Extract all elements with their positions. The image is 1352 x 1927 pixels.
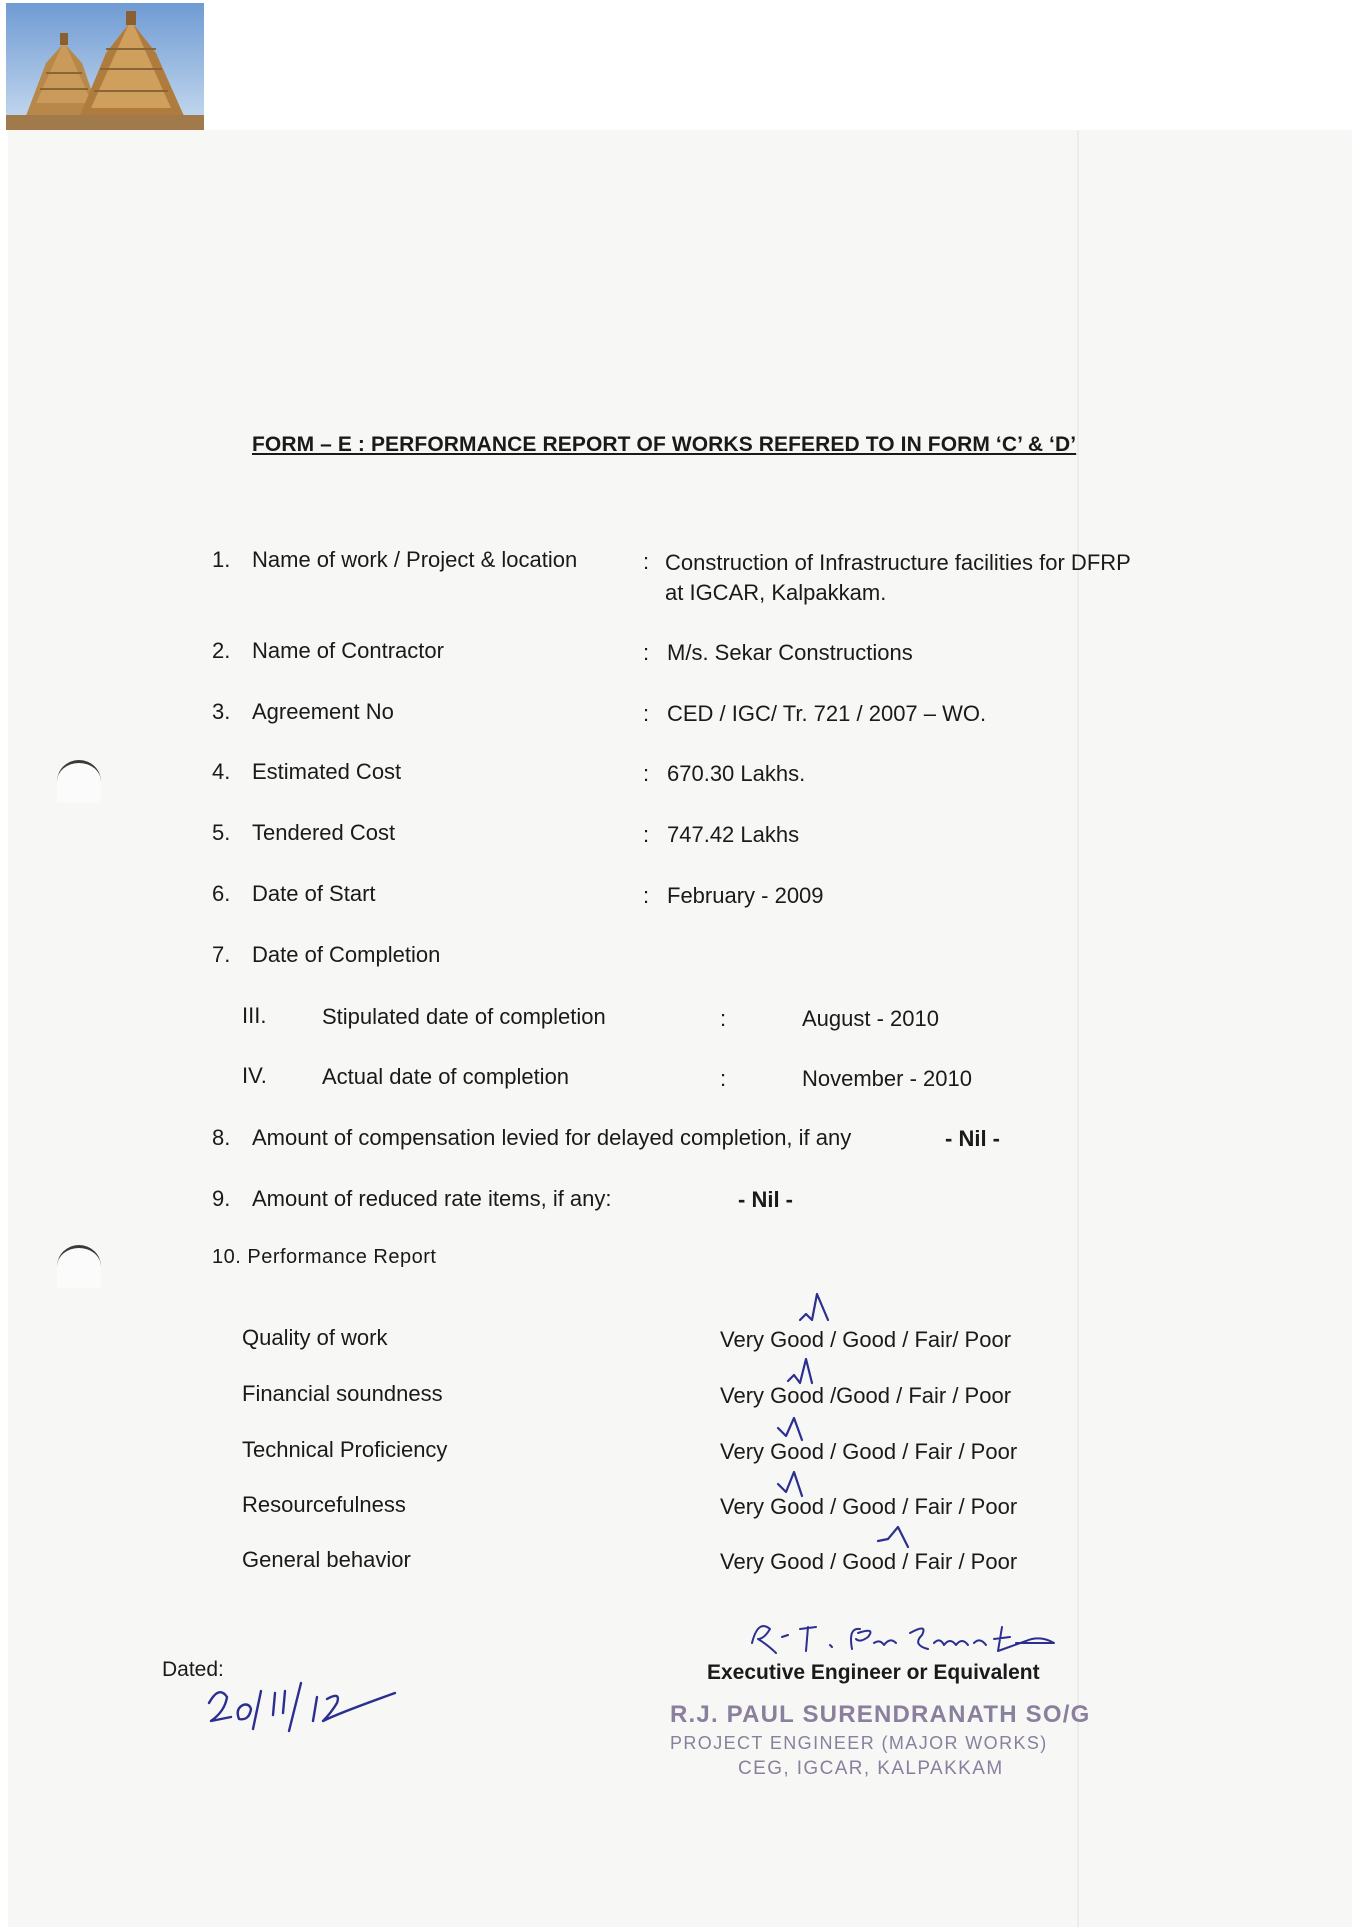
- punch-hole-bottom: [57, 1245, 101, 1288]
- item-value: - Nil -: [738, 1187, 793, 1212]
- sub-item-separator: :: [720, 1066, 727, 1091]
- checkmark-icon: [786, 1355, 820, 1389]
- item-label: Name of Contractor: [252, 638, 444, 663]
- item-value: Construction of Infrastructure facilities for DFRP: [665, 550, 1131, 575]
- item-value: - Nil -: [945, 1126, 1000, 1151]
- sub-item-number: IV.: [242, 1063, 267, 1088]
- handwritten-date: [205, 1677, 405, 1742]
- sub-item-number: III.: [242, 1003, 267, 1028]
- checkmark-icon: [776, 1468, 810, 1500]
- criterion-label: General behavior: [242, 1547, 411, 1572]
- item-label: Amount of compensation levied for delayed completion, if any: [252, 1125, 852, 1150]
- item-separator: :: [643, 761, 650, 786]
- rating-scale: Very Good / Good / Fair / Poor: [720, 1439, 1018, 1464]
- item-number: 1.: [212, 547, 231, 572]
- punch-hole-top: [57, 760, 101, 803]
- item-number: 7.: [212, 942, 231, 967]
- item-value: M/s. Sekar Constructions: [667, 640, 913, 665]
- item-number: 2.: [212, 638, 231, 663]
- sub-item-value: November - 2010: [802, 1066, 972, 1091]
- item-number: 4.: [212, 759, 231, 784]
- performance-report-heading: 10. Performance Report: [212, 1246, 437, 1268]
- criterion-label: Financial soundness: [242, 1381, 443, 1406]
- checkmark-icon: [776, 1414, 810, 1446]
- item-value: CED / IGC/ Tr. 721 / 2007 – WO.: [667, 701, 987, 726]
- sub-item-separator: :: [720, 1006, 727, 1031]
- page-fold-line: [1077, 130, 1079, 1927]
- signatory-title: Executive Engineer or Equivalent: [707, 1661, 1040, 1684]
- item-label: Amount of reduced rate items, if any:: [252, 1186, 612, 1211]
- item-number: 6.: [212, 881, 231, 906]
- rating-scale: Very Good / Good / Fair / Poor: [720, 1494, 1018, 1519]
- item-separator: :: [643, 883, 650, 908]
- item-label: Estimated Cost: [252, 759, 402, 784]
- item-value: 747.42 Lakhs: [667, 822, 800, 847]
- sub-item-label: Actual date of completion: [322, 1064, 570, 1089]
- sub-item-value: August - 2010: [802, 1006, 939, 1031]
- item-number: 5.: [212, 820, 231, 845]
- item-number: 8.: [212, 1125, 231, 1150]
- item-label: Name of work / Project & location: [252, 547, 578, 572]
- item-label: Tendered Cost: [252, 820, 396, 845]
- checkmark-icon: [876, 1523, 916, 1553]
- item-separator: :: [643, 640, 650, 665]
- dated-label: Dated:: [162, 1658, 224, 1681]
- item-label: Date of Start: [252, 881, 376, 906]
- item-separator: :: [643, 549, 650, 574]
- item-label: Agreement No: [252, 699, 394, 724]
- item-separator: :: [643, 701, 650, 726]
- item-number: 9.: [212, 1186, 231, 1211]
- item-value-line2: at IGCAR, Kalpakkam.: [665, 580, 887, 605]
- stamp-organisation: CEG, IGCAR, KALPAKKAM: [738, 1758, 1004, 1779]
- rating-scale: Very Good / Good / Fair/ Poor: [720, 1327, 1012, 1352]
- item-separator: :: [643, 822, 650, 847]
- criterion-label: Quality of work: [242, 1325, 388, 1350]
- sub-item-label: Stipulated date of completion: [322, 1004, 606, 1029]
- signature-scribble: [750, 1613, 1070, 1668]
- rating-scale: Very Good /Good / Fair / Poor: [720, 1383, 1012, 1408]
- temple-photo: [6, 3, 204, 130]
- rating-scale: Very Good / Good / Fair / Poor: [720, 1549, 1018, 1574]
- checkmark-icon: [798, 1290, 832, 1326]
- criterion-label: Resourcefulness: [242, 1492, 406, 1517]
- item-value: 670.30 Lakhs.: [667, 761, 806, 786]
- stamp-name: R.J. PAUL SURENDRANATH SO/G: [670, 1701, 1091, 1728]
- criterion-label: Technical Proficiency: [242, 1437, 448, 1462]
- item-number: 3.: [212, 699, 231, 724]
- stamp-designation: PROJECT ENGINEER (MAJOR WORKS): [670, 1733, 1048, 1753]
- item-value: February - 2009: [667, 883, 824, 908]
- form-title: FORM – E : PERFORMANCE REPORT OF WORKS REFERED TO IN FORM ‘C’ & ‘D’: [252, 433, 1077, 456]
- item-label: Date of Completion: [252, 942, 441, 967]
